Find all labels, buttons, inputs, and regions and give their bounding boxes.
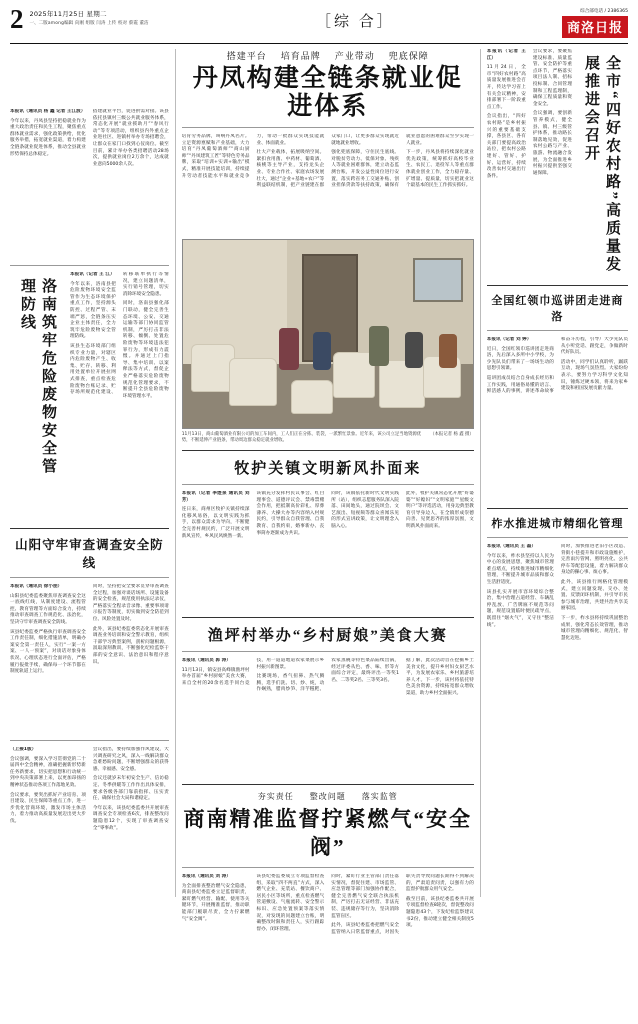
section-title [316, 6, 395, 31]
column-right [487, 49, 628, 897]
rural-roads-story [487, 49, 628, 279]
divider [10, 265, 169, 266]
photo-caption-row [182, 429, 474, 444]
paragraph: 该县纪委监委严格执行审查调查安全工作责任制，细化措施清单，明确办案安全第一责任人，实行“一案一方案、一人一预案”，对谈话对象身体状况、心理状态进行全面评估，严格履行报批手续，确保每一个环节都在制度轨道上运行。 [10, 629, 86, 675]
red-scarf-body [487, 337, 628, 502]
paragraph: 为全面排查整治燃气安全隐患，商南县纪委监委立足监督职责，紧盯燃气经营、输配、使用等关键环节，开展精准监督，推动职能部门履职尽责，全力拧紧燃气“安全阀”。 [181, 883, 250, 922]
lead-byline: 本报讯（通讯员 杨 鑫 记者 王江波） [10, 109, 86, 114]
kicker-item: 培育品牌 [280, 52, 321, 62]
continued-label: （上接1版） [10, 747, 37, 752]
photo-worker [313, 332, 331, 370]
red-scarf-headline: 全国红领巾巡讲团走进商洛 [491, 295, 624, 323]
paragraph: 截至目前，该县纪委监委共开展专项监督检查8轮次，督促整改问题隐患43个，下发纪检监察建议书2份，推动建立健全相关制度5项。 [406, 896, 474, 929]
lead-kickers [182, 49, 474, 62]
paragraph: 今年以来，洛南县把危险废物环境安全监管作为生态环境保护重点工作，坚持源头防控、过程严管、末端严惩，全链条压实企业主体责任，全力筑牢危险废物安全管理防线。 [70, 281, 116, 340]
paragraph: 今年以来，该县纪委监委共开展审查调查安全专项检查6次，排查整改问题隐患12个，实现了审查调查安全“零事故”。 [92, 805, 169, 831]
paragraph: 活动中，同学们认真聆听，踊跃互动，现场气氛热烈。大家纷纷表示，要努力学习科学文化知识，锤炼过硬本领，将来为家乡建设和祖国发展贡献力量。 [560, 359, 628, 392]
masthead [10, 6, 628, 40]
lead-story-left-text [10, 109, 169, 259]
rural-roads-vertical-headline: 全市“四好农村路”高质量发展推进会召开 [582, 55, 620, 274]
paragraph: 本报讯（记者 王 江） [486, 49, 526, 61]
divider [182, 617, 474, 618]
paragraph: 同时，该镇依托新时代文明实践所（站），组织志愿服务队深入院落、田间地头，通过院坝会、文艺演出、短视频等群众喜闻乐见的形式宣讲政策，让文明理念入脑入心。 [331, 491, 400, 529]
paragraph: 本报讯（通讯员 徐小朋） [10, 584, 63, 589]
paragraph: 强化兜底保障，守住民生底线。对脱贫劳动力、低保对象、残疾人等就业困难群体，建立动态监测台账，开发公益性岗位进行安置，落实跨省务工交通补贴、创业担保贷款等扶持政策，确保有就业意愿的困难群众至少实现一人就业。 [331, 134, 474, 189]
paragraph: 11月24日，全市“四好农村路”高质量发展推进会召开，传达学习省上有关会议精神，安排部署下一阶段重点工作。 [486, 65, 526, 110]
paragraph: 近日，全国红领巾巡讲团走进商洛，先后深入多所中小学校，为少先队员们带来了一场场生动的思想引领课。 [486, 346, 554, 372]
paragraph: 下一步，柞水县将持续巩固整治成果，强化常态长效管理，推动城市管理向精细化、规范化、智慧化迈进。 [560, 615, 628, 641]
paragraph: 此外，该县纪委监委把燃气安全监管纳入日常监督重点，对因失职失责导致问题长期得不到解决的，严肃追责问责，以强有力的监督护航群众用气安全。 [331, 874, 474, 935]
paragraph: 搭建就业平台，促进供需对接。该县依托县镇村三级公共就业服务体系，常态化开展“就业援助月”“春风行动”等专项活动，组织县内外重点企业进社区、进镇村举办专场招聘会，让群众在家门口找到心仪岗位。截至目前，累计举办各类招聘活动28场次，提供就业岗位2万余个，达成就业意向5000余人次。 [92, 109, 169, 167]
paragraph: 本报讯（记者 刘 婷） [486, 337, 532, 342]
photo-caption: 11月13日，商山葡萄酒业有限公司的加工车间内，工人们正在分拣、装袋，一派繁忙景象。近年来，该公司立足当地资源优势，不断延伸产业链条，带动周边群众稳定就业增收。 [181, 432, 422, 443]
paragraph: 该县扎实开展市容环境综合整治，集中治理占道经营、车辆乱停乱放、广告牌匾不规范等问题，规范设置临时便民疏导点，既留住“烟火气”，又守住“整洁线”。 [486, 589, 554, 628]
paragraph: 比赛现场，香气扭鼻、热气腾腾，选手们洗、切、炒、炖，动作娴熟，腊肉炒笋、洋芋糍粑、农家蒸碗等特色菜品陆续出锅，经过评委从色、香、味、形等方面综合评定，最终评出一等奖1名、二等奖2名、三等奖3名。 [256, 658, 400, 693]
paragraph: 同时，坚持把安全要求贯穿审查调查全过程，加强对谈话场所、设施设备的安全检查，规范使用执法记录仪，严格落实全程录音录像、重要事项请示报告等制度，切实做到安全防范到位、风险处置及时。 [92, 584, 169, 622]
divider [487, 285, 628, 286]
kicker-item: 搭建平台 [226, 52, 267, 62]
divider [182, 127, 474, 128]
muhuguan-headline: 牧护关镇文明新风扑面来 [234, 461, 422, 477]
divider [182, 484, 474, 485]
paragraph: 本报讯（通讯员 郭 涛） [181, 658, 231, 663]
yuping-body [182, 658, 474, 778]
muhuguan-body [182, 491, 474, 611]
bracket-left-icon: ［ [315, 14, 334, 30]
paragraph: 会议强调，要深入学习贯彻党的二十届四中全会精神，准确把握新形势新任务新要求，切实把思想和行动统一到中央决策部署上来，以更加昂扬的精神状态推动各项工作落地见效。 [10, 756, 86, 788]
column-divider [175, 49, 176, 897]
photo-worker [405, 332, 423, 368]
kicker-item: 产业带动 [334, 52, 375, 62]
divider [182, 784, 474, 785]
zhashui-body [487, 544, 628, 934]
shangnan-kickers [182, 791, 474, 802]
luonan-headline-wrap [10, 272, 66, 522]
paragraph: 今年以来，柞水县坚持以人民为中心的发展思想，聚焦城市管理难点堵点，持续推进城市精细化管理，不断提升城市品质和群众生活舒适度。 [486, 553, 554, 585]
paragraph: 山阳县纪委监委聚焦审查调查安全这一底线红线，从制度建设、流程管控、教育管理等方面综合发力，持续推动审查调查工作规范化、法治化，坚决守牢审查调查安全防线。 [10, 593, 86, 625]
masthead-divider [10, 43, 628, 44]
kicker-item: 夯实责任 [257, 792, 294, 801]
page-number: 2 [10, 4, 24, 34]
paragraph: 会议指出，要持续加强作风建设，大兴调查研究之风，深入一线解决群众急难愁盼问题，不断增强群众的获得感、幸福感、安全感。 [92, 747, 169, 772]
divider [487, 537, 628, 538]
paragraph: 该镇充分发挥村民议事会、红白理事会、道德评议会、禁毒禁赌会作用，把抵制高价彩礼、厚葬薄养、大操大办等内容纳入村规民约，引导群众自我管理、自我教育、自我约束，婚事新办、丧事简办逐渐成为共识。 [256, 491, 325, 536]
divider [10, 577, 169, 578]
paragraph: 本报讯（通讯员 刘 涛） [181, 874, 231, 879]
yuping-headline: 渔坪村举办“乡村厨娘”美食大赛 [207, 628, 448, 644]
kicker-item: 落实监管 [361, 792, 398, 801]
paragraph: 下一步，丹凤县将持续深化就业优先政策，统筹抓好高校毕业生、农民工、退役军人等重点群体就业创业工作，全力稳存量、扩增量、提质量，切实把就业这个最基本的民生工作抓实抓好。 [406, 150, 474, 189]
paragraph: 会议指出，“四好农村路”是乡村振兴的重要基础支撑，各县区、各有关部门要提高政治站位，把农村公路建好、管好、护好、运营好，持续改善农村交通出行条件。 [486, 114, 526, 179]
paragraph: 壮大产业载体，拓展吸纳空间。紧扣食用菌、中药材、葡萄酒、核桃等主导产业，支持龙头企业、专业合作社、家庭农场发展壮大，通过“企业+基地+农户”等利益联结机制，把产业链建在群众家门口，让更多群众实现就近就地就业增收。 [256, 134, 400, 189]
paragraph: 今年以来，丹凤县坚持把稳就业作为重大政治责任和民生工程，聚焦重点群体就业需求，强化政策供给，优化服务举措，拓宽就业渠道，着力构建全链条就业促进体系，推动全县就业形势保持总体稳定。 [10, 118, 86, 157]
shangnan-headline: 商南精准监督拧紧燃气“安全阀” [183, 807, 472, 859]
lead-body [182, 134, 474, 239]
photo-window [413, 258, 463, 302]
divider [182, 450, 474, 451]
paragraph: 此外，该县纪委监委常态化开展审查调查业务培训和安全警示教育，组织干部学习典型案例，剖析问题根源，汲取深刻教训，不断强化纪检监察干部的安全意识、法治意识和程序意识。 [92, 626, 169, 665]
paragraph: 同时，洛南县强化部门联动，健全完善生态环境、公安、交通运输等部门协同监管机制，严厉打击非法转移、倾倒、处置危险废物等环境违法犯罪行为，形成有力震慑。并通过上门指导、集中培训、以案释法等方式，督促企业严格落实危险废物规范化管理要求，不断提升全县危险废物环境管理水平。 [122, 301, 169, 399]
section-title-text: 综 合 [333, 14, 377, 30]
paragraph: 会议还就岁末年初安全生产、信访稳定、冬季供暖等工作作出具体安排，要求各级各部门靠前指挥、压实责任，确保社会大局和谐稳定。 [92, 776, 169, 802]
photo-credit: （本报记者 杨 鑫 摄） [430, 432, 474, 437]
rural-roads-body [487, 49, 572, 279]
luonan-vertical-headline: 洛南筑牢危险废物安全管理防线 [19, 278, 56, 476]
divider [10, 528, 169, 529]
photo-worker [369, 326, 389, 366]
paragraph: 本报讯（通讯员 王 磊） [486, 544, 536, 549]
continued-from-page-one [10, 747, 169, 962]
column-left [10, 49, 169, 897]
kicker-item: 整改问题 [309, 792, 346, 801]
paragraph: 该县生态环境部门组织专业力量，对辖区内危险废物产生、收集、贮存、转移、利用处置单位开展拉网式排查，重点检查危险废物台账记录、贮存场所规范化建设、转移联单执行等情况，建立问题清单，实行销号管理，切实消除环境安全隐患。 [70, 272, 169, 396]
paragraph: 据了解，此次活动旨在挖掘乡土美食文化，提升乡村妇女厨艺水平，为发展农家乐、乡村旅游培养人才。下一步，该村将依托特色美食资源，持续拓宽群众增收渠道，助力乡村全面振兴。 [406, 658, 474, 696]
paragraph: 培育劳务品牌，叫响丹凤名片。立足资源禀赋和产业基础，大力培育“丹凤葡萄酒师”“商山厨师”“丹凤建筑工匠”等特色劳务品牌，采取“培训+实训+输出”模式，精准开展技能培训，持续提升劳动者技能水平和就业竞争力，带动一批群众实现技能就业、体面就业。 [181, 134, 325, 179]
paragraph: 会议强调，要创新管养模式，健全县、镇、村三级管护体系，推动路长制落地见效，促进农村公路与产业、旅游、物流融合发展，为全面推进乡村振兴提供坚强交通保障。 [532, 111, 572, 176]
paragraph: 会议要求，要突出抓好产业培育、项目建设、民生保障等重点工作，进一步优化营商环境，激发市场主体活力，着力推动高质量发展迈出更大步伐。 [10, 792, 86, 824]
paragraph: 同时，加快推进老旧小区改造、背街小巷提升和市政设施维护，完善雨污管网、照明亮化、公共停车等配套设施，着力解决群众身边的操心事、烦心事。 [560, 544, 628, 576]
divider [10, 740, 169, 741]
paragraph: 该县纪委监委成立专项监督检查组，采取“四不两直”方式，深入燃气企业、充装站、餐饮商户、居民小区等场所，重点检查燃气管道敷设、气瓶流转、安全警示标识、应急处置预案等落实情况，对发现的问题建立台账，明确整改时限和责任人，实行跟踪督办、闭环管理。 [256, 874, 325, 932]
divider [487, 330, 628, 331]
photo-worker [279, 328, 299, 370]
paragraph: 同时，紧盯行业主管部门责任落实情况，督促住建、市场监管、应急管理等部门加强协作配合，健全完善燃气安全联合执法机制，严厉打击无证经营、非法充装、违规储存等行为，坚决消除监管盲区。 [331, 874, 400, 919]
rural-roads-headline-wrap [576, 49, 628, 279]
column-divider [480, 49, 481, 897]
paragraph: 巡讲团成员结合自身成长经历和工作实践，用通俗易懂的语言、鲜活感人的事例，讲述革命故事和奋斗历程，引导广大少先队员从小听党话、跟党走，争做新时代好队员。 [486, 337, 628, 395]
paragraph: 连日来，商州区牧护关镇持续深化移风易俗，以文明实践为抓手，以群众需求为导向，不断健全完善村规民约，广泛开展文明新风宣传，乡风民风焕然一新。 [181, 507, 250, 539]
luonan-story [10, 272, 169, 522]
photo-sack [229, 358, 277, 406]
paragraph: 本报讯（记者 李煜泉 通讯员 刘 芳） [181, 491, 250, 503]
divider [182, 867, 474, 868]
masthead-date-block [30, 6, 149, 26]
paragraph: 此外，牧护关镇常态化开展“好婆婆”“好媳妇”“文明家庭”“星级文明户”等评选活动，用身边典型教育引导身边人，在全镇形成崇德向善、见贤思齐的浓厚氛围，文明新风扑面而来。 [406, 491, 474, 529]
paragraph: 11月13日，镇安县高峰镇渔坪村举办首届“乡村厨娘”美食大赛，来自全村的20余名选手同台竞技，用一道道地道农家菜展示乡村振兴新图景。 [181, 658, 325, 686]
page-columns [10, 49, 628, 935]
shanyang-headline: 山阳守牢审查调查安全防线 [15, 538, 164, 570]
paragraph: 会议要求，要聚焦建设标准、质量监管、安全防护等重点环节，严格落实项目法人制、招标投标制、合同管理制和工程监理制，确保工程质量和资金安全。 [532, 49, 572, 107]
shanyang-body [10, 584, 169, 734]
kicker-item: 兜底保障 [388, 52, 429, 62]
paragraph: 本报讯（记者 王 江） [70, 272, 115, 277]
lead-headline: 丹凤构建全链条就业促进体系 [192, 65, 463, 120]
news-photo [182, 239, 474, 429]
masthead-left [10, 6, 149, 32]
newspaper-logo: 商洛日报 [562, 16, 628, 38]
photo-sack [291, 380, 333, 414]
zhashui-headline: 柞水推进城市精细化管理 [491, 518, 624, 530]
luonan-body [70, 272, 169, 522]
column-middle [181, 49, 474, 935]
divider [182, 651, 474, 652]
contact-phone: 综合部电话 / 2386365 [580, 9, 628, 14]
masthead-right [562, 6, 628, 38]
divider [487, 508, 628, 509]
photo-worker [439, 334, 457, 368]
paragraph: 此外，该县推行网格化管理模式，建立问题发现、交办、处置、反馈闭环机制，并引导市民参与城市治理，共建共治共享美丽家园。 [560, 579, 628, 612]
publication-date: 2025年11月25日 星期二 [29, 10, 107, 18]
bracket-right-icon: ］ [376, 14, 395, 30]
editor-credits: 一、二版among编辑 向刚 组版 闫涛 上传 校对 蔡霞 董洁 [29, 21, 149, 26]
